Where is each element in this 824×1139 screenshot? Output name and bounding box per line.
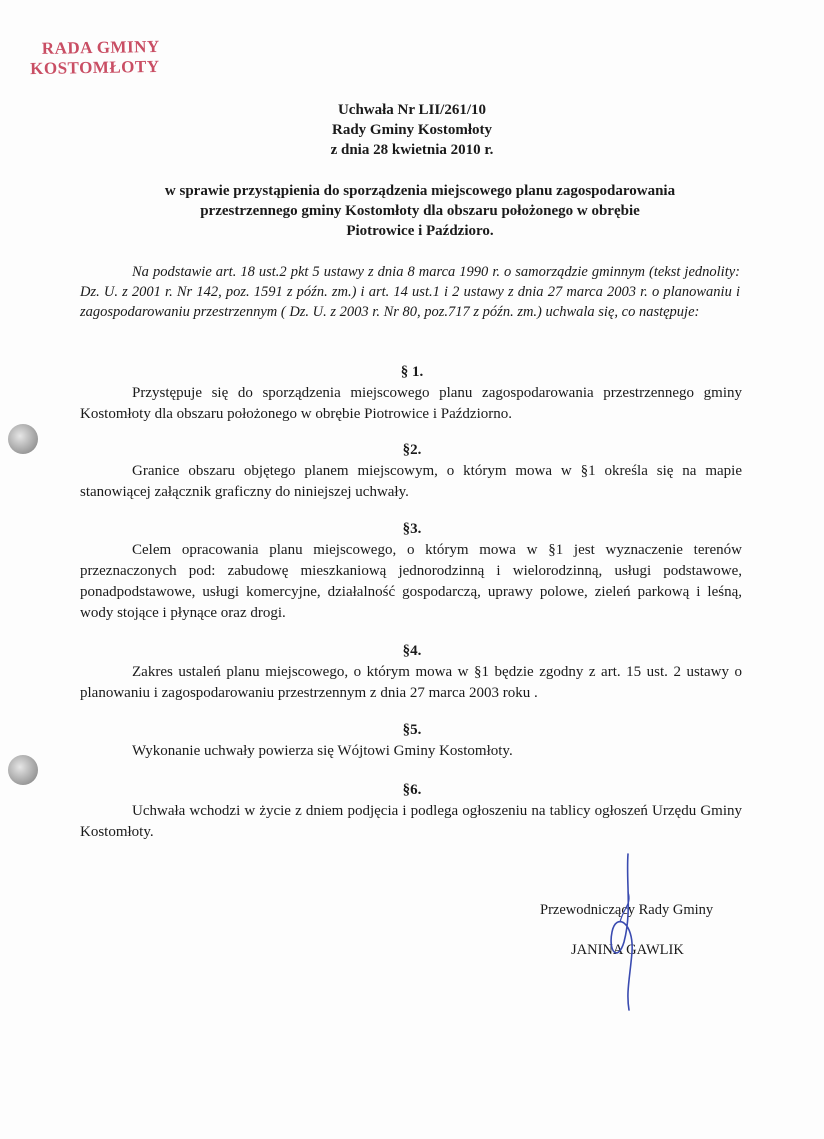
section-3-heading: §3. [402,521,422,537]
section-5-heading: §5. [402,722,422,738]
section-4-text: Zakres ustaleń planu miejscowego, o którym mowa w §1 będzie zgodny z art. 15 ust. 2 ustawy o planowaniu i zagospodarowaniu przestrzennym z dnia 27 marca 2003 roku . [80,664,742,701]
subject-line-3: Piotrowice i Paździoro. [346,223,494,239]
subject-line-2: przestrzennego gminy Kostomłoty dla obszaru położonego w obrębie [200,203,640,219]
section-6-heading: §6. [402,782,422,798]
punch-hole-icon [8,755,38,785]
section-5-text: Wykonanie uchwały powierza się Wójtowi Gminy Kostomłoty. [132,743,513,759]
section-3-text: Celem opracowania planu miejscowego, o którym mowa w §1 jest wyznaczenie terenów przeznaczonych pod: zabudowę mieszkaniową jednorodzinną i wielorodzinną, usługi podstawowe, ponadpodstawowe, usługi komercyjne, działalność gospodarczą, uprawy polowe, zieleń parkową i leśną, wody stojące i płynące oraz drogi. [80,542,742,621]
section-2-heading: §2. [402,442,422,458]
subject-line-1: w sprawie przystąpienia do sporządzenia miejscowego planu zagospodarowania [164,183,676,199]
section-1-heading: § 1. [400,364,424,380]
section-6-text: Uchwała wchodzi w życie z dniem podjęcia i podlega ogłoszeniu na tablicy ogłoszeń Urzędu Gminy Kostomłoty. [80,803,742,840]
handwritten-signature-icon [598,852,648,1012]
resolution-header [0,100,824,160]
section-2-text: Granice obszaru objętego planem miejscowym, o którym mowa w §1 określa się na mapie stanowiącej załącznik graficzny do niniejszej uchwały. [80,463,742,500]
section-4-heading: §4. [402,643,422,659]
stamp-line-1: RADA GMINY [41,36,160,58]
council-stamp [30,37,161,79]
signatory-name: JANINA GAWLIK [571,942,684,958]
resolution-number: Uchwała Nr LII/261/10 [337,102,487,118]
stamp-line-2: KOSTOMŁOTY [30,56,160,79]
signatory-title: Przewodniczący Rady Gminy [540,902,714,918]
section-1-text: Przystępuje się do sporządzenia miejscowego planu zagospodarowania przestrzennego gminy Kostomłoty dla obszaru położonego w obrębie Piotrowice i Paździorno. [80,385,742,422]
resolution-subject [100,181,740,241]
resolution-body: Rady Gminy Kostomłoty [331,122,492,138]
legal-basis: Na podstawie art. 18 ust.2 pkt 5 ustawy z dnia 8 marca 1990 r. o samorządzie gminnym (tekst jednolity: Dz. U. z 2001 r. Nr 142, poz. 1591 z późn. zm.) i art. 14 ust.1 i 2 ustawy z dnia 27 marca 2003 r. o planowaniu i zagospodarowaniu przestrzennym ( Dz. U. z 2003 r. Nr 80, poz.717 z późn. zm.) uchwala się, co następuje: [80,264,740,320]
resolution-date: z dnia 28 kwietnia 2010 r. [330,142,494,158]
